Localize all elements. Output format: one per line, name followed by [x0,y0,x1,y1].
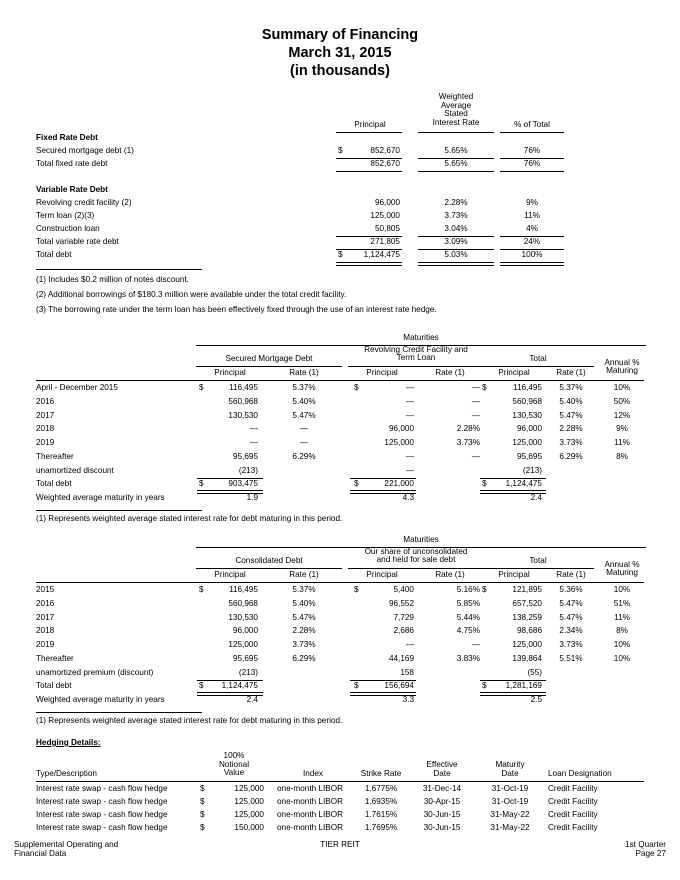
rate-cell: 2.28% [292,626,316,635]
summary-footnote: (2) Additional borrowings of $180.3 million were available under the total credit facility. [36,290,347,299]
table-rule [500,262,564,266]
row-principal: 50,805 [374,224,400,233]
hedge-strike: 1.6775% [364,784,398,793]
table-rule [480,692,546,696]
rate-cell: 5.85% [456,599,480,608]
maturity-row-label: 2016 [36,397,55,406]
rate-cell: 5.36% [559,585,583,594]
table-rule [480,680,546,681]
row-rate: 3.04% [444,224,468,233]
group-header-2-line: and held for sale debt [376,555,456,565]
currency: $ [200,810,205,819]
currency: $ [354,585,359,594]
principal-cell: 125,000 [512,438,542,447]
rate-cell: 5.40% [292,397,316,406]
annual-cell: 10% [613,585,631,594]
rate-cell: 3.73% [292,640,316,649]
principal-cell: 657,520 [512,599,542,608]
maturity-row-label: 2017 [36,411,55,420]
rate-cell: 5.47% [559,411,583,420]
principal-cell: 96,000 [232,626,258,635]
rate-cell: 5.16% [456,585,480,594]
group-header-2-line: Our share of unconsolidated [364,547,468,556]
currency: $ [200,797,205,806]
principal-cell: — [405,452,414,461]
principal-header: Principal [366,570,398,579]
principal-cell: 2.4 [530,493,542,502]
principal-cell: 139,864 [512,654,542,663]
rate-header: Rate (1) [289,570,319,579]
row-label: Construction loan [36,224,100,233]
principal-cell: 560,968 [228,397,258,406]
hedge-maturity: 31-Oct-19 [491,797,529,806]
table-rule [482,568,594,569]
hedge-loan: Credit Facility [548,784,598,793]
principal-cell: — [249,424,258,433]
principal-cell: 560,968 [512,397,542,406]
principal-header: Principal [366,368,398,377]
summary-footnote: (3) The borrowing rate under the term loan has been effectively fixed through the use of an interest rate hedge. [36,305,437,314]
principal-cell: 130,530 [228,613,258,622]
annual-header [600,359,644,375]
table-rule [336,262,402,266]
currency: $ [354,479,359,488]
page-title: Summary of Financing [261,27,419,43]
currency: $ [199,383,204,392]
rate-cell: 5.47% [559,613,583,622]
hedge-effective: 30-Jun-15 [423,810,461,819]
annual-header-line: Annual % [604,560,640,569]
table-rule [480,478,546,479]
table-rule [482,366,594,367]
row-rate: 5.03% [444,250,468,259]
rate-cell: 5.40% [559,397,583,406]
table-rule [336,236,402,237]
maturity-row-label: Total debt [36,681,72,690]
rate-cell: 2.28% [559,424,583,433]
maturity-row-label: Thereafter [36,654,74,663]
annual-cell: 10% [613,383,631,392]
table-rule [500,236,564,237]
group-header: Total [529,556,547,565]
maturities-footnote: (1) Represents weighted average stated interest rate for debt maturing in this period. [36,514,343,523]
rate-cell: 6.29% [292,654,316,663]
annual-cell: 11% [614,613,630,622]
hedge-loan: Credit Facility [548,797,598,806]
maturity-row-label: Weighted average maturity in years [36,493,165,502]
type-header: Type/Description [36,769,97,778]
principal-cell: 7,729 [393,613,414,622]
annual-cell: 11% [614,438,630,447]
row-pct: 24% [523,237,541,246]
rate-cell: 6.29% [559,452,583,461]
hedge-strike: 1.7615% [364,810,398,819]
row-principal: 852,670 [370,146,400,155]
table-rule [500,249,564,250]
row-pct: 76% [523,159,541,168]
row-pct: 9% [526,198,538,207]
summary-footnote: (1) Includes $0.2 million of notes discount. [36,275,189,284]
annual-cell: 9% [616,424,628,433]
currency: $ [482,383,487,392]
rate-cell: 3.73% [456,438,480,447]
maturity-row-label: April - December 2015 [36,383,118,392]
rate-header: Weighted Average Stated Interest Rate [432,92,480,127]
principal-header: Principal [498,368,530,377]
header-rule [418,132,494,133]
annual-header-line: Maturing [606,366,638,376]
maturity-row-label: Weighted average maturity in years [36,695,165,704]
principal-cell: (213) [238,466,258,475]
rate-header: Rate (1) [556,368,586,377]
hedge-maturity: 31-May-22 [490,810,530,819]
row-label: Total debt [36,250,72,259]
rate-cell: 5.37% [559,383,583,392]
principal-cell: 5,400 [393,585,414,594]
header-rule [36,380,644,381]
rate-cell: — [471,411,480,420]
maturity-row-label: 2018 [36,424,55,433]
principal-cell: 158 [400,668,414,677]
annual-cell: 51% [613,599,631,608]
principal-cell: — [249,438,258,447]
index-header: Index [302,769,324,778]
hedge-type: Interest rate swap - cash flow hedge [36,823,168,832]
maturity-row-label: 2019 [36,640,55,649]
hedge-effective: 30-Jun-15 [423,823,461,832]
hedge-notional: 125,000 [234,810,264,819]
table-rule [350,478,416,479]
rate-cell: — [471,452,480,461]
rate-cell: 3.73% [559,438,583,447]
rate-header: Rate (1) [435,570,465,579]
rate-header: Rate (1) [289,368,319,377]
row-principal: 96,000 [374,198,400,207]
table-rule [500,158,564,159]
footer-center: TIER REIT [320,840,360,849]
principal-cell: 96,552 [388,599,414,608]
hedge-effective: 31-Dec-14 [422,784,462,793]
table-rule [350,692,416,696]
currency: $ [200,784,205,793]
currency: $ [199,585,204,594]
principal-cell: (213) [522,466,542,475]
principal-cell: — [405,383,414,392]
footnote-rule [36,712,202,713]
maturity-header: Maturity Date [495,760,525,778]
row-currency: $ [338,250,343,259]
hedge-index: one-month LIBOR [277,784,343,793]
row-principal: 125,000 [370,211,400,220]
table-rule [197,680,263,681]
row-label: Total variable rate debt [36,237,119,246]
loan-header: Loan Designation [548,769,612,778]
table-rule [197,478,263,479]
rate-cell: 5.37% [292,585,316,594]
hedging-header-rule [36,781,644,782]
hedge-maturity: 31-May-22 [490,823,530,832]
rate-header: Rate (1) [435,368,465,377]
header-rule [500,132,564,133]
rate-cell: 5.51% [559,654,583,663]
table-rule [348,366,484,367]
group-header-2 [348,548,484,564]
row-label: Secured mortgage debt (1) [36,146,134,155]
row-pct: 11% [524,211,540,220]
table-rule [196,366,342,367]
table-rule [350,490,416,494]
principal-cell: 130,530 [228,411,258,420]
principal-cell: 1,281,169 [505,681,542,690]
principal-cell: 116,495 [513,383,542,392]
rate-cell: 5.40% [292,599,316,608]
hedge-notional: 125,000 [234,784,264,793]
effective-header: Effective Date [426,760,458,778]
table-rule [196,568,342,569]
principal-cell: 138,259 [512,613,542,622]
row-rate: 5.65% [444,146,468,155]
row-rate: 2.28% [444,198,468,207]
row-label: Revolving credit facility (2) [36,198,132,207]
annual-cell: 8% [616,452,628,461]
hedge-index: one-month LIBOR [277,810,343,819]
table-rule [197,692,263,696]
principal-cell: (55) [527,668,542,677]
rate-cell: 5.47% [292,613,316,622]
page-subtitle-units: (in thousands) [290,63,390,79]
currency: $ [199,681,204,690]
variable-rate-heading: Variable Rate Debt [36,185,108,194]
row-label: Total fixed rate debt [36,159,108,168]
principal-header: Principal [498,570,530,579]
principal-cell: 1,124,475 [221,681,258,690]
principal-cell: — [405,411,414,420]
table-rule [500,171,564,172]
row-rate: 3.73% [444,211,468,220]
header-rule [36,582,644,583]
maturities-footnote: (1) Represents weighted average stated interest rate for debt maturing in this period. [36,716,343,725]
notional-header: 100% Notional Value [218,751,250,778]
principal-cell: 98,686 [516,626,542,635]
table-rule [197,490,263,494]
currency: $ [482,585,487,594]
fixed-rate-heading: Fixed Rate Debt [36,133,98,142]
principal-cell: 221,000 [384,479,414,488]
currency: $ [354,681,359,690]
principal-cell: 903,475 [228,479,258,488]
annual-header-line: Maturing [606,568,638,578]
annual-cell: 10% [613,654,631,663]
table-rule [336,249,402,250]
maturity-row-label: 2019 [36,438,55,447]
row-rate: 5.65% [444,159,468,168]
principal-cell: 96,000 [388,424,414,433]
rate-cell: — [299,424,309,433]
principal-cell: 560,968 [228,599,258,608]
principal-header: Principal [214,368,246,377]
principal-cell: 96,000 [516,424,542,433]
table-rule [336,158,402,159]
maturity-row-label: 2016 [36,599,55,608]
table-rule [418,249,494,250]
principal-cell: 116,495 [229,585,258,594]
group-header: Consolidated Debt [235,556,303,565]
principal-cell: 121,895 [512,585,542,594]
hedge-index: one-month LIBOR [277,823,343,832]
strike-header: Strike Rate [360,769,402,778]
rate-cell: 2.28% [456,424,480,433]
maturity-row-label: 2018 [36,626,55,635]
group-header: Total [529,354,547,363]
hedge-type: Interest rate swap - cash flow hedge [36,797,168,806]
currency: $ [354,383,359,392]
row-label: Term loan (2)(3) [36,211,95,220]
principal-cell: — [405,466,414,475]
rate-cell: 5.37% [292,383,316,392]
hedge-type: Interest rate swap - cash flow hedge [36,784,168,793]
group-header: Secured Mortgage Debt [225,354,313,363]
hedge-notional: 125,000 [234,797,264,806]
group-header-2 [348,346,484,362]
hedge-maturity: 31-Oct-19 [491,784,529,793]
rate-cell: 5.44% [456,613,480,622]
table-rule [480,490,546,494]
row-pct: 4% [526,224,538,233]
principal-header: Principal [214,570,246,579]
annual-cell: 8% [616,626,628,635]
rate-cell: 3.73% [559,640,583,649]
row-principal: 852,670 [370,159,400,168]
annual-cell: 12% [613,411,631,420]
rate-cell: — [299,438,309,447]
principal-cell: 125,000 [384,438,414,447]
hedge-strike: 1.6935% [364,797,398,806]
rate-cell: 2.34% [559,626,583,635]
principal-cell: 2.5 [530,695,542,704]
principal-cell: 44,169 [388,654,414,663]
pct-header: % of Total [514,120,550,129]
header-rule [336,132,402,133]
principal-cell: 95,695 [232,452,258,461]
hedge-notional: 150,000 [234,823,264,832]
currency: $ [482,479,487,488]
principal-cell: 1.9 [246,493,258,502]
rate-cell: — [471,383,480,392]
table-rule [336,171,402,172]
principal-cell: (213) [238,668,258,677]
rate-cell: 5.47% [559,599,583,608]
footnote-rule [36,510,202,511]
footer-right: 1st Quarter Page 27 [625,840,666,858]
group-header-2-line: Revolving Credit Facility and [364,345,468,354]
principal-cell: 125,000 [512,640,542,649]
principal-cell: 95,695 [516,452,542,461]
table-rule [418,236,494,237]
hedge-index: one-month LIBOR [277,797,343,806]
rate-cell: — [471,397,480,406]
maturity-row-label: 2015 [36,585,55,594]
principal-cell: 156,694 [384,681,414,690]
principal-cell: 130,530 [512,411,542,420]
group-header-2-line: Term Loan [396,353,436,363]
hedge-loan: Credit Facility [548,810,598,819]
hedge-type: Interest rate swap - cash flow hedge [36,810,168,819]
principal-cell: 4.3 [402,493,414,502]
annual-cell: 10% [613,640,631,649]
maturities-super-header: Maturities [403,535,439,544]
rate-cell: 6.29% [292,452,316,461]
maturities-super-header: Maturities [403,333,439,342]
table-rule [418,158,494,159]
row-principal: 271,805 [370,237,400,246]
maturity-row-label: Thereafter [36,452,74,461]
table-rule [348,568,484,569]
principal-cell: 3.3 [402,695,414,704]
hedge-strike: 1.7695% [364,823,398,832]
principal-cell: — [405,397,414,406]
hedging-heading: Hedging Details: [36,738,101,747]
rate-cell: 5.47% [292,411,316,420]
page-subtitle-date: March 31, 2015 [288,45,392,61]
table-rule [418,262,494,266]
maturity-row-label: unamortized premium (discount) [36,668,154,677]
maturity-row-label: unamortized discount [36,466,114,475]
hedge-loan: Credit Facility [548,823,598,832]
annual-cell: 50% [613,397,631,406]
rate-header: Rate (1) [556,570,586,579]
annual-header [600,561,644,577]
row-pct: 100% [521,250,543,259]
principal-cell: 2,686 [393,626,414,635]
rate-cell: — [471,640,480,649]
annual-header-line: Annual % [604,358,640,367]
principal-cell: 1,124,475 [505,479,542,488]
row-currency: $ [338,146,343,155]
principal-cell: 2.4 [246,695,258,704]
row-pct: 76% [523,146,541,155]
currency: $ [199,479,204,488]
currency: $ [482,681,487,690]
row-principal: 1,124,475 [363,250,400,259]
principal-cell: 125,000 [228,640,258,649]
maturity-row-label: 2017 [36,613,55,622]
principal-cell: — [405,640,414,649]
currency: $ [200,823,205,832]
footnote-rule [36,269,202,270]
rate-cell: 3.83% [456,654,480,663]
table-rule [418,171,494,172]
table-rule [350,680,416,681]
principal-cell: 95,695 [232,654,258,663]
principal-cell: 116,495 [229,383,258,392]
footer-left: Supplemental Operating and Financial Data [14,840,119,858]
row-rate: 3.09% [444,237,468,246]
principal-header: Principal [354,120,386,129]
hedge-effective: 30-Apr-15 [423,797,461,806]
maturity-row-label: Total debt [36,479,72,488]
rate-cell: 4.75% [456,626,480,635]
